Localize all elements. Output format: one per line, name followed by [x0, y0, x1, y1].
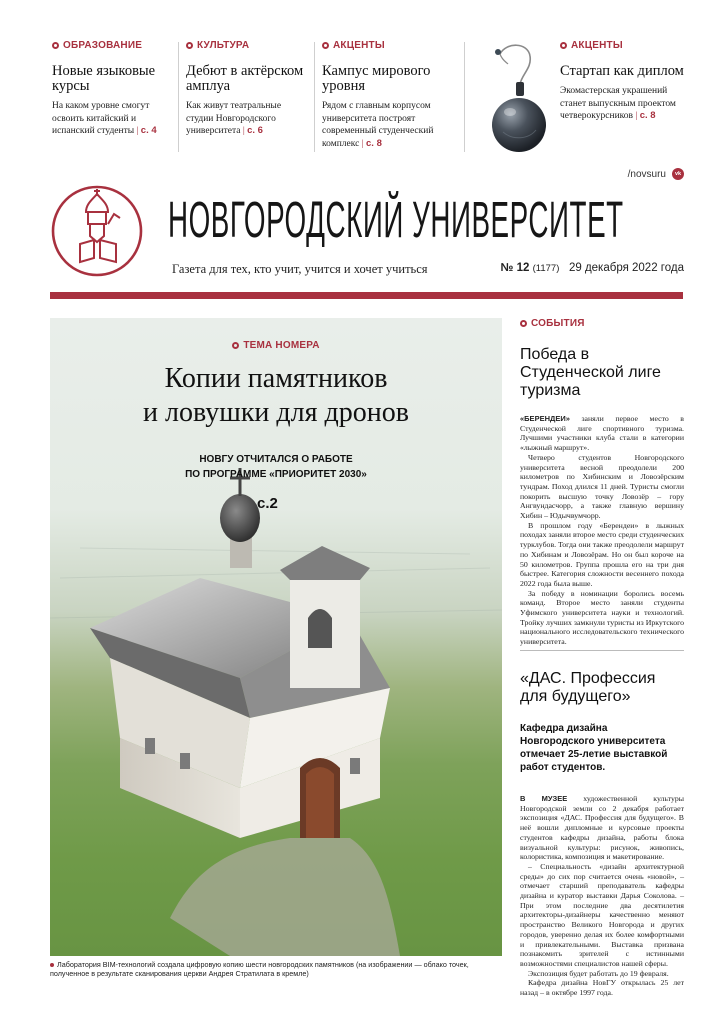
social-link[interactable] [628, 168, 684, 180]
feature-subtitle: НОВГУ ОТЧИТАЛСЯ О РАБОТЕ ПО ПРОГРАММЕ «ПРИОРИТЕТ 2030» [185, 454, 367, 480]
teaser-campus[interactable] [322, 40, 458, 150]
das-title: «ДАС. Профессия для будущего» [520, 670, 656, 705]
tagline: Газета для тех, кто учит, учится и хочет учиться [172, 262, 428, 276]
divider [520, 650, 684, 651]
events-category: СОБЫТИЯ [520, 318, 684, 329]
teaser-text: На каком уровне смогут освоить китайский и испанский студенты | с. 4 [52, 101, 157, 136]
teaser-title: Стартап как диплом [560, 63, 684, 79]
das-body: В МУЗЕЕ художественной культуры Новгородской земли со 2 декабря работает экспозиция «ДАС. Профессия для будущего». В неё вошли дипломные и курсовые проекты студентов кафедры дизайна, работы блока визуальной культуры: рисунок, живопись, колористика, композиция и макетирование. – Специальность «дизайн архитектурной среды» до сих пор считается очень «новой», – отмечает старший преподаватель кафедры дизайна и куратор выставки Дарья Соколова. – При этом последние два десятилетия архитекторы-дизайнеры качественно меняют пространство Великого Новгорода и других городов, уверенно делая их более комфортными и привлекательными. Выставка призвана познакомить зрителей с истинными возможностями специалистов нашей сферы. Экспозиция будет работать до 19 февраля. Кафедра дизайна НовГУ открылась 25 лет назад – в октябре 1997 года. [520, 794, 685, 998]
teaser-title: Дебют в актёрском амплуа [186, 63, 304, 94]
feature-page: с.2 [257, 495, 278, 512]
issue-date: 29 декабря 2022 года [568, 262, 684, 274]
issue-total: (1177) [532, 263, 560, 274]
teaser-page: с. 6 [247, 125, 263, 136]
feature-headline: Копии памятников и ловушки для дронов [143, 363, 409, 428]
events-body: «БЕРЕНДЕИ» заняли первое место в Студенческой лиге спортивного туризма. Лучшими участники клуба стали в категории «лыжный маршрут». Четверо студентов Новгородского университета весной преодолели 200 километров по Хибинским и Ловозёрским тундрам. Поход длился 11 дней. Туристы смогли покорить высшую точку Ловозёр – гору Ангвундасчорр, а также главную вершину Хибин – Юдычвумчорр. В прошлом году «Берендеи» в лыжных походах заняли второе место среди студенческих турклубов. Тогда они также преодолели маршрут по Хибинам и Ловозёрам. Но он был короче на 50 километров. Группа прошла его на три дня быстрее. Категория сложности весеннего похода 2022 года была выше. За победу в номинации боролись восемь команд. Второе место заняли студенты Уфимского университета науки и технологий. Тройку лучших замкнули туристы из Иркутского национального исследовательского технического университета. [520, 414, 684, 647]
teaser-category: АКЦЕНТЫ [322, 40, 458, 51]
feature-category: ТЕМА НОМЕРА [50, 340, 502, 351]
teaser-culture[interactable] [186, 40, 308, 138]
issue-info [501, 262, 684, 274]
university-logo [50, 184, 144, 278]
header-rule [50, 292, 683, 299]
category-dot-icon [52, 42, 59, 49]
feature-caption: Лаборатория BIM-технологий создала цифровую копию шести новгородских памятников (на изображении — облако точек, полученное в результате сканирования церкви Андрея Стратилата в кремле) [50, 960, 469, 978]
earring-photo [470, 40, 550, 155]
das-article[interactable] [520, 670, 684, 998]
category-dot-icon [232, 342, 239, 349]
das-deck: Кафедра дизайна Новгородского университета отмечает 25-летие выставкой работ студентов. [520, 723, 668, 773]
social-handle: /novsuru [627, 168, 666, 180]
teaser-page: с. 4 [140, 125, 157, 136]
caption-dot-icon [50, 963, 54, 967]
category-dot-icon [520, 320, 527, 327]
teaser-education[interactable] [52, 40, 172, 138]
teaser-category: КУЛЬТУРА [186, 40, 308, 51]
issue-number: № 12 [500, 262, 530, 274]
teaser-title: Кампус мирового уровня [322, 63, 431, 94]
category-dot-icon [560, 42, 567, 49]
teaser-category: АКЦЕНТЫ [560, 40, 684, 51]
teaser-text: Рядом с главным корпусом университета построят современный студенческий комплекс | с. 8 [322, 101, 434, 149]
masthead: НОВГОРОДСКИЙ УНИВЕРСИТЕТ [168, 191, 624, 248]
vk-icon: vk [672, 168, 684, 180]
category-dot-icon [186, 42, 193, 49]
events-article[interactable] [520, 318, 684, 647]
teaser-page: с. 8 [639, 110, 656, 121]
feature-story[interactable] [50, 318, 502, 956]
teaser-text: Как живут театральные студии Новгородского университета | с. 6 [186, 101, 282, 136]
divider [178, 42, 179, 152]
teaser-title: Новые языковые курсы [52, 63, 156, 94]
divider [314, 42, 315, 152]
teaser-category: ОБРАЗОВАНИЕ [52, 40, 172, 51]
events-title: Победа в Студенческой лиге туризма [520, 346, 661, 399]
teaser-page: с. 8 [366, 137, 382, 149]
teaser-startup[interactable] [560, 40, 684, 123]
teaser-text: Экомастерская украшений станет выпускным проектом четверокурсников | с. 8 [560, 86, 676, 121]
category-dot-icon [322, 42, 329, 49]
divider [464, 42, 465, 152]
